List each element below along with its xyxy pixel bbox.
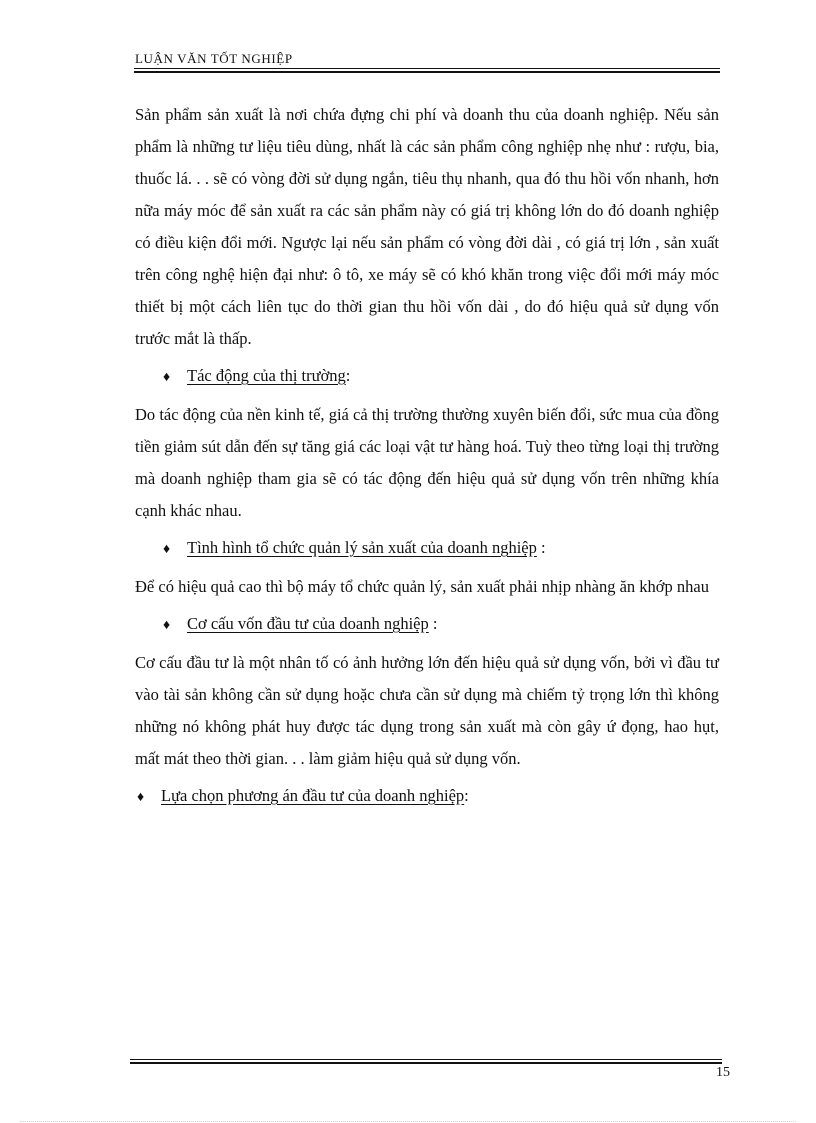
header-rule bbox=[134, 68, 720, 69]
bullet-suffix: : bbox=[428, 614, 438, 633]
bullet-suffix: : bbox=[345, 366, 351, 385]
bullet-capital-structure bbox=[135, 608, 719, 642]
paragraph-capital-structure: Cơ cấu đầu tư là một nhân tố có ảnh hưởng lớn đến hiệu quả sử dụng vốn, bởi vì đầu tư vào tài sản không cần sử dụng hoặc chưa cần sử dụng mà chiếm tỷ trọng lớn thì không những nó không phát huy được tác dụng trong sản xuất mà còn gây ứ đọng, hao hụt, mất mát theo thời gian. . . làm giảm hiệu quả sử dụng vốn. bbox=[135, 653, 719, 768]
footer-rule bbox=[130, 1059, 722, 1060]
bullet-suffix: : bbox=[536, 538, 546, 557]
paragraph-product: Sản phẩm sản xuất là nơi chứa đựng chi phí và doanh thu của doanh nghiệp. Nếu sản phẩm là những tư liệu tiêu dùng, nhất là các sản phẩm công nghiệp nhẹ như : rượu, bia, thuốc lá. . . sẽ có vòng đời sử dụng ngắn, tiêu thụ nhanh, qua đó thu hồi vốn nhanh, hơn nữa máy móc để sản xuất ra các sản phẩm này có giá trị không lớn do đó doanh nghiệp có điều kiện đổi mới. Ngược lại nếu sản phẩm có vòng đời dài , có giá trị lớn , sản xuất trên công nghệ hiện đại như: ô tô, xe máy sẽ có khó khăn trong việc đổi mới máy móc thiết bị một cách liên tục do thời gian thu hồi vốn dài , do đó hiệu quả sử dụng vốn trước mắt là thấp. bbox=[135, 105, 719, 348]
page-number: 15 bbox=[716, 1065, 730, 1080]
header-title: LUẬN VĂN TỐT NGHIỆP bbox=[135, 51, 293, 66]
page-header bbox=[135, 51, 720, 67]
bullet-management bbox=[135, 532, 719, 566]
bullet-title: Lựa chọn phương án đầu tư của doanh nghiệp bbox=[161, 786, 465, 805]
diamond-bullet-icon: ♦ bbox=[163, 542, 171, 557]
bullet-market-impact bbox=[135, 360, 719, 394]
bullet-suffix: : bbox=[464, 786, 469, 805]
page-edge-divider bbox=[20, 1121, 796, 1122]
diamond-bullet-icon: ♦ bbox=[137, 790, 145, 805]
bullet-title: Tình hình tổ chức quản lý sản xuất của doanh nghiệp bbox=[187, 538, 537, 557]
bullet-investment-choice bbox=[135, 780, 719, 814]
bullet-title: Cơ cấu vốn đầu tư của doanh nghiệp bbox=[187, 614, 429, 633]
diamond-bullet-icon: ♦ bbox=[163, 370, 171, 385]
paragraph-market: Do tác động của nền kinh tế, giá cả thị trường thường xuyên biến đổi, sức mua của đồng tiền giảm sút dẫn đến sự tăng giá các loại vật tư hàng hoá. Tuỳ theo từng loại thị trường mà doanh nghiệp tham gia sẽ có tác động đến hiệu quả sử dụng vốn trên những khía cạnh khác nhau. bbox=[135, 405, 719, 520]
diamond-bullet-icon: ♦ bbox=[163, 618, 171, 633]
document-body bbox=[135, 99, 719, 819]
bullet-title: Tác động của thị trường bbox=[187, 366, 346, 385]
paragraph-management: Để có hiệu quả cao thì bộ máy tổ chức quản lý, sản xuất phải nhịp nhàng ăn khớp nhau bbox=[135, 577, 709, 596]
